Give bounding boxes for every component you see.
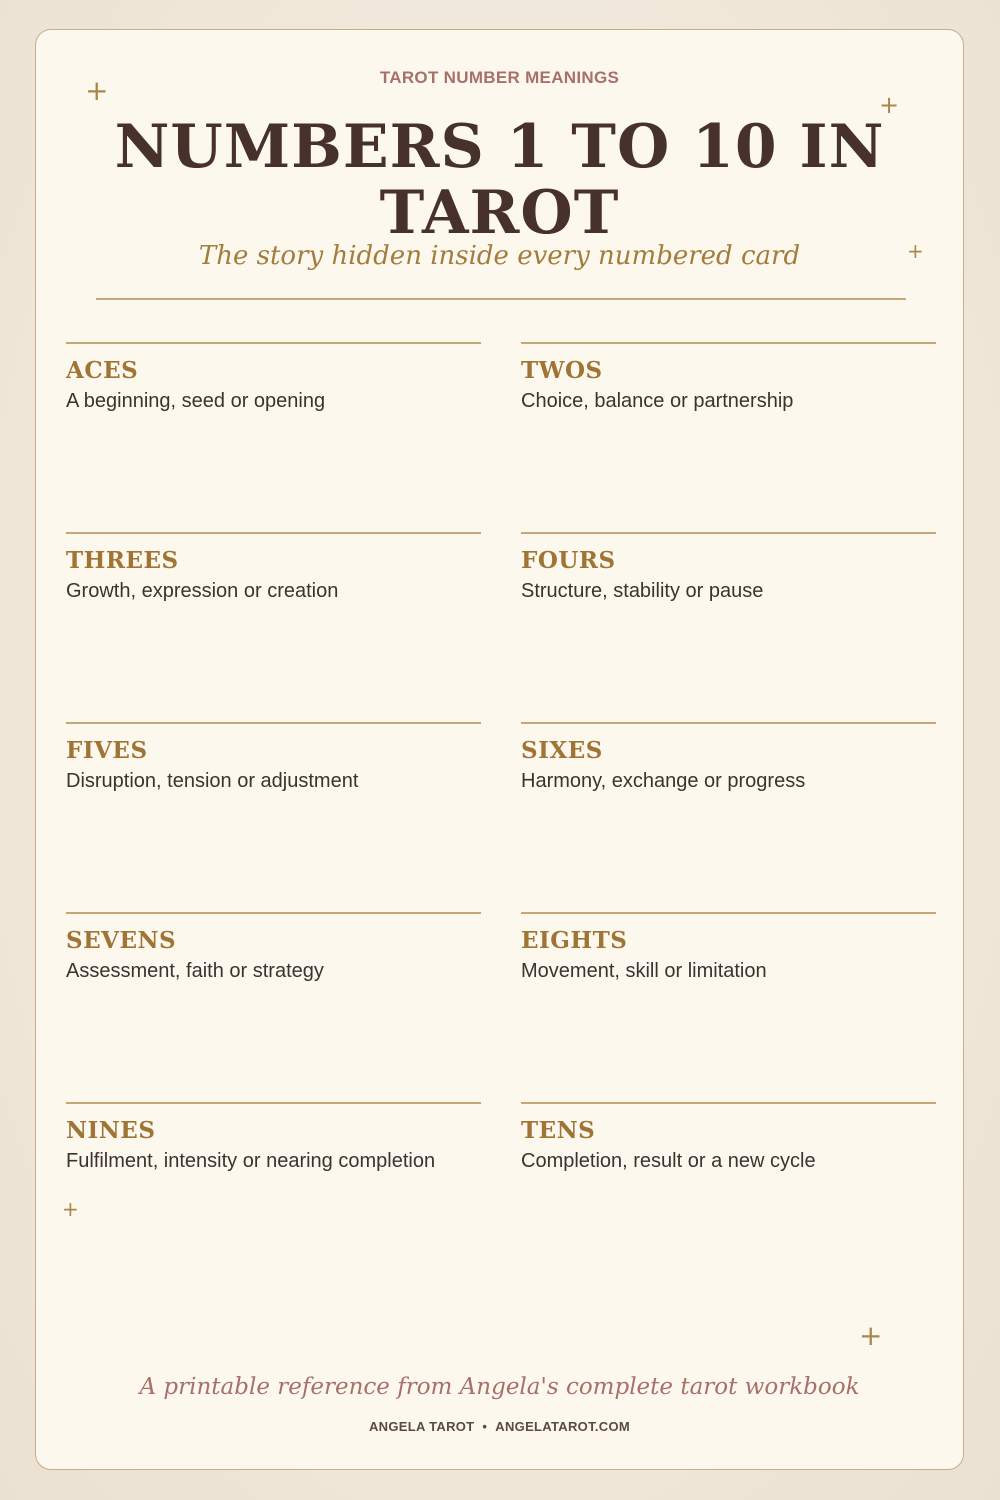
sparkle-icon: + <box>85 74 109 107</box>
entry-description: Assessment, faith or strategy <box>66 960 324 982</box>
entry-heading: ACES <box>66 357 139 384</box>
entry-heading: SIXES <box>521 737 603 764</box>
entry-heading: THREES <box>66 547 179 574</box>
meaning-entry-tens <box>521 1102 936 1292</box>
page-title: NUMBERS 1 TO 10 IN TAROT <box>114 112 885 248</box>
meaning-entry-threes <box>66 532 481 722</box>
sparkle-icon: + <box>879 91 900 119</box>
entry-heading: EIGHTS <box>521 927 628 954</box>
entry-heading: FOURS <box>521 547 616 574</box>
reference-card <box>35 29 964 1470</box>
separator-dot: • <box>482 1419 488 1434</box>
page-subtitle: The story hidden inside every numbered card <box>198 241 801 271</box>
eyebrow-label: TAROT NUMBER MEANINGS <box>379 68 620 87</box>
entry-description: Completion, result or a new cycle <box>521 1150 816 1172</box>
meaning-entry-fives <box>66 722 481 912</box>
entry-description: Growth, expression or creation <box>66 580 339 602</box>
meaning-entry-nines <box>66 1102 481 1292</box>
entry-description: Choice, balance or partnership <box>521 390 794 412</box>
meaning-entry-twos <box>521 342 936 532</box>
entry-description: Movement, skill or limitation <box>521 960 767 982</box>
sparkle-icon: + <box>859 1319 883 1352</box>
entry-description: Disruption, tension or adjustment <box>66 770 359 792</box>
website-link[interactable]: ANGELATAROT.COM <box>495 1419 631 1434</box>
meaning-entry-sixes <box>521 722 936 912</box>
entry-heading: TWOS <box>521 357 603 384</box>
entry-description: A beginning, seed or opening <box>66 390 326 412</box>
entry-description: Fulfilment, intensity or nearing completion <box>66 1150 436 1172</box>
sparkle-icon: + <box>62 1197 79 1221</box>
meanings-grid <box>66 342 937 1292</box>
header-divider <box>96 298 906 300</box>
entry-heading: TENS <box>521 1117 596 1144</box>
brand-name: ANGELA TAROT <box>368 1419 475 1434</box>
sparkle-icon: + <box>907 239 924 263</box>
meaning-entry-aces <box>66 342 481 532</box>
meaning-entry-fours <box>521 532 936 722</box>
meaning-entry-eights <box>521 912 936 1102</box>
entry-heading: FIVES <box>66 737 148 764</box>
footer-tagline: A printable reference from Angela's complete tarot workbook <box>139 1374 860 1400</box>
entry-description: Structure, stability or pause <box>521 580 764 602</box>
footer-credit <box>36 1419 963 1434</box>
entry-description: Harmony, exchange or progress <box>521 770 806 792</box>
entry-heading: NINES <box>66 1117 156 1144</box>
meaning-entry-sevens <box>66 912 481 1102</box>
entry-heading: SEVENS <box>66 927 177 954</box>
